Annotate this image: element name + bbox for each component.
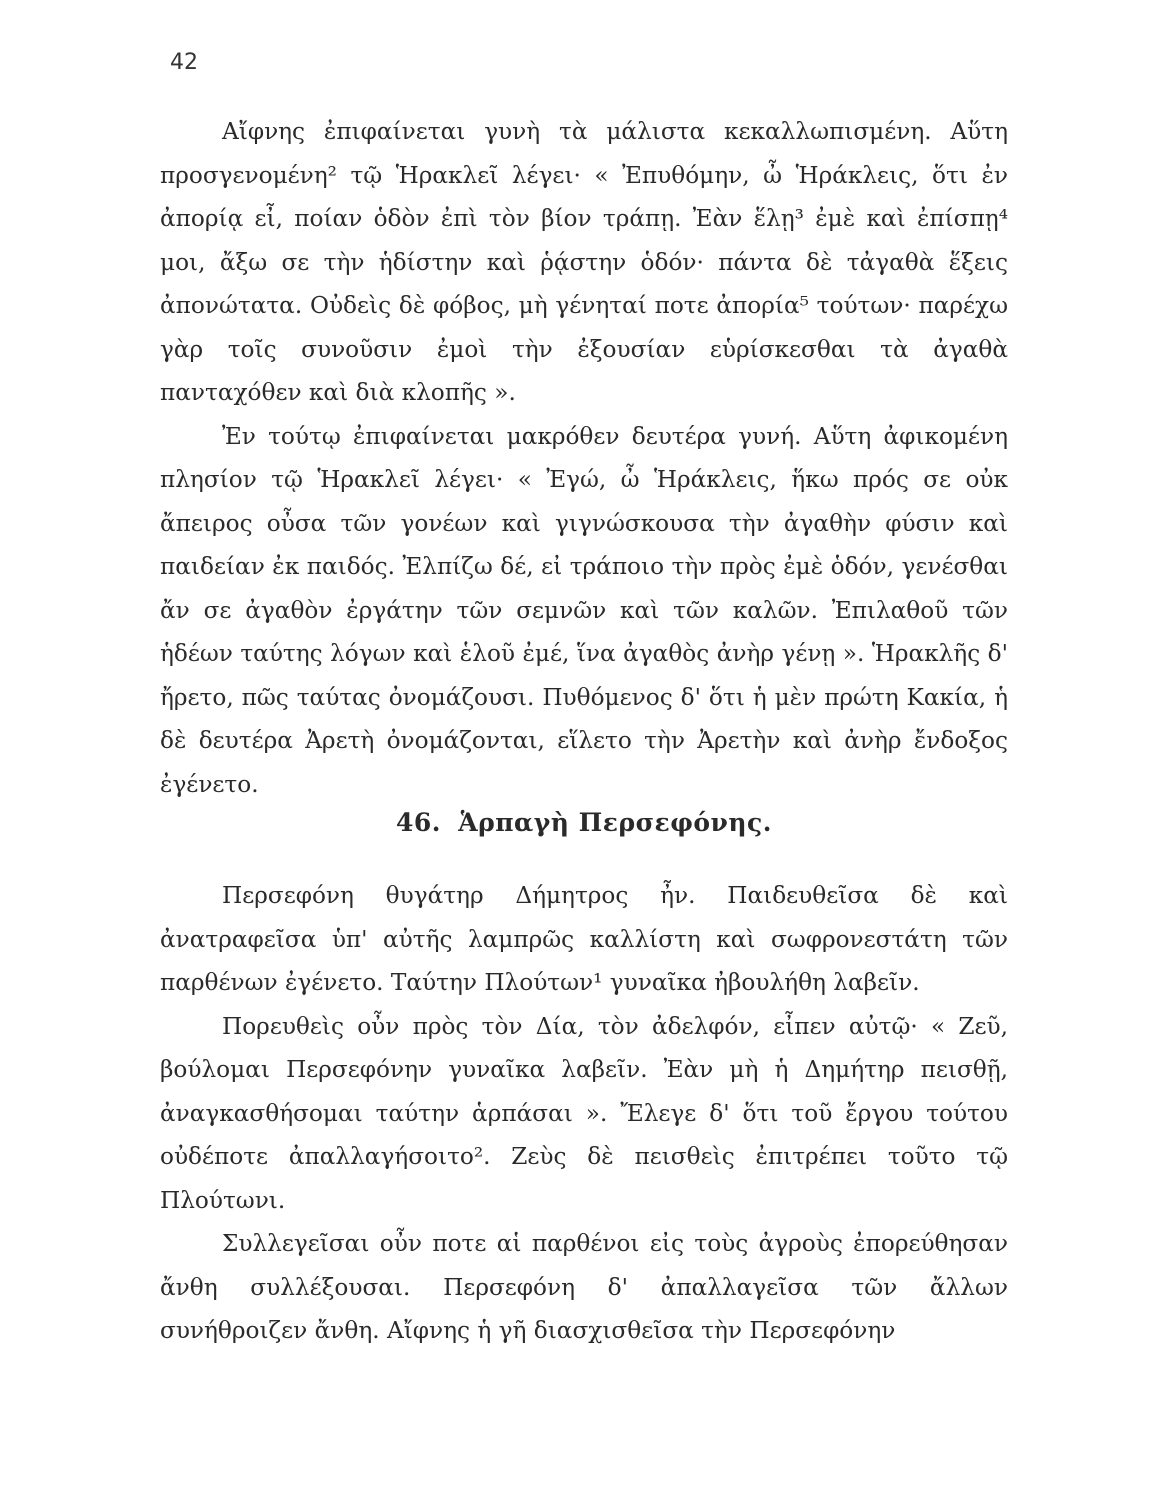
section-title: Ἁρπαγὴ Περσεφόνης. [458, 808, 772, 837]
paragraph: Περσεφόνη θυγάτηρ Δήμητρος ἦν. Παιδευθεῖσα δὲ καὶ ἀνατραφεῖσα ὑπ' αὐτῆς λαμπρῶς καλλίστη καὶ σωφρονεστάτη τῶν παρθένων ἐγένετο. Ταύτην Πλούτων¹ γυναῖκα ἠβουλήθη λαβεῖν. [160, 882, 1008, 996]
page-number: 42 [170, 50, 198, 75]
paragraph: Αἴφνης ἐπιφαίνεται γυνὴ τὰ μάλιστα κεκαλλωπισμένη. Αὕτη προσγενομένη² τῷ Ἡρακλεῖ λέγει· « Ἐπυθόμην, ὦ Ἡράκλεις, ὅτι ἐν ἀπορίᾳ εἶ, ποίαν ὁδὸν ἐπὶ τὸν βίον τράπῃ. Ἐὰν ἕλῃ³ ἐμὲ καὶ ἐπίσπῃ⁴ μοι, ἄξω σε τὴν ἡδίστην καὶ ῥᾴστην ὁδόν· πάντα δὲ τἀγαθὰ ἕξεις ἀπονώτατα. Οὐδεὶς δὲ φόβος, μὴ γένηταί ποτε ἀπορία⁵ τούτων· παρέχω γὰρ τοῖς συνοῦσιν ἐμοὶ τὴν ἐξουσίαν εὑρίσκεσθαι τὰ ἀγαθὰ πανταχόθεν καὶ διὰ κλοπῆς ». [160, 118, 1008, 406]
paragraph: Πορευθεὶς οὖν πρὸς τὸν Δία, τὸν ἀδελφόν, εἶπεν αὐτῷ· « Ζεῦ, βούλομαι Περσεφόνην γυναῖκα λαβεῖν. Ἐὰν μὴ ἡ Δημήτηρ πεισθῇ, ἀναγκασθήσομαι ταύτην ἁρπάσαι ». Ἔλεγε δ' ὅτι τοῦ ἔργου τούτου οὐδέποτε ἀπαλλαγήσοιτο². Ζεὺς δὲ πεισθεὶς ἐπιτρέπει τοῦτο τῷ Πλούτωνι. [160, 1012, 1008, 1214]
text-section-bottom [160, 874, 1008, 1353]
text-section-top [160, 110, 1008, 806]
paragraph: Συλλεγεῖσαι οὖν ποτε αἱ παρθένοι εἰς τοὺς ἀγροὺς ἐπορεύθησαν ἄνθη συλλέξουσαι. Περσεφόνη δ' ἀπαλλαγεῖσα τῶν ἄλλων συνήθροιζεν ἄνθη. Αἴφνης ἡ γῆ διασχισθεῖσα τὴν Περσεφόνην [160, 1230, 1008, 1344]
paragraph: Ἐν τούτῳ ἐπιφαίνεται μακρόθεν δευτέρα γυνή. Αὕτη ἀφικομένη πλησίον τῷ Ἡρακλεῖ λέγει· « Ἐγώ, ὦ Ἡράκλεις, ἥκω πρός σε οὐκ ἄπειρος οὖσα τῶν γονέων καὶ γιγνώσκουσα τὴν ἀγαθὴν φύσιν καὶ παιδείαν ἐκ παιδός. Ἐλπίζω δέ, εἰ τράποιο τὴν πρὸς ἐμὲ ὁδόν, γενέσθαι ἄν σε ἀγαθὸν ἐργάτην τῶν σεμνῶν καὶ τῶν καλῶν. Ἐπιλαθοῦ τῶν ἡδέων ταύτης λόγων καὶ ἑλοῦ ἐμέ, ἵνα ἀγαθὸς ἀνὴρ γένῃ ». Ἡρακλῆς δ' ἤρετο, πῶς ταύτας ὀνομάζουσι. Πυθόμενος δ' ὅτι ἡ μὲν πρώτη Κακία, ἡ δὲ δευτέρα Ἀρετὴ ὀνομάζονται, εἵλετο τὴν Ἀρετὴν καὶ ἀνὴρ ἔνδοξος ἐγένετο. [160, 422, 1008, 798]
section-number: 46. [396, 808, 442, 837]
section-heading [160, 808, 1008, 837]
